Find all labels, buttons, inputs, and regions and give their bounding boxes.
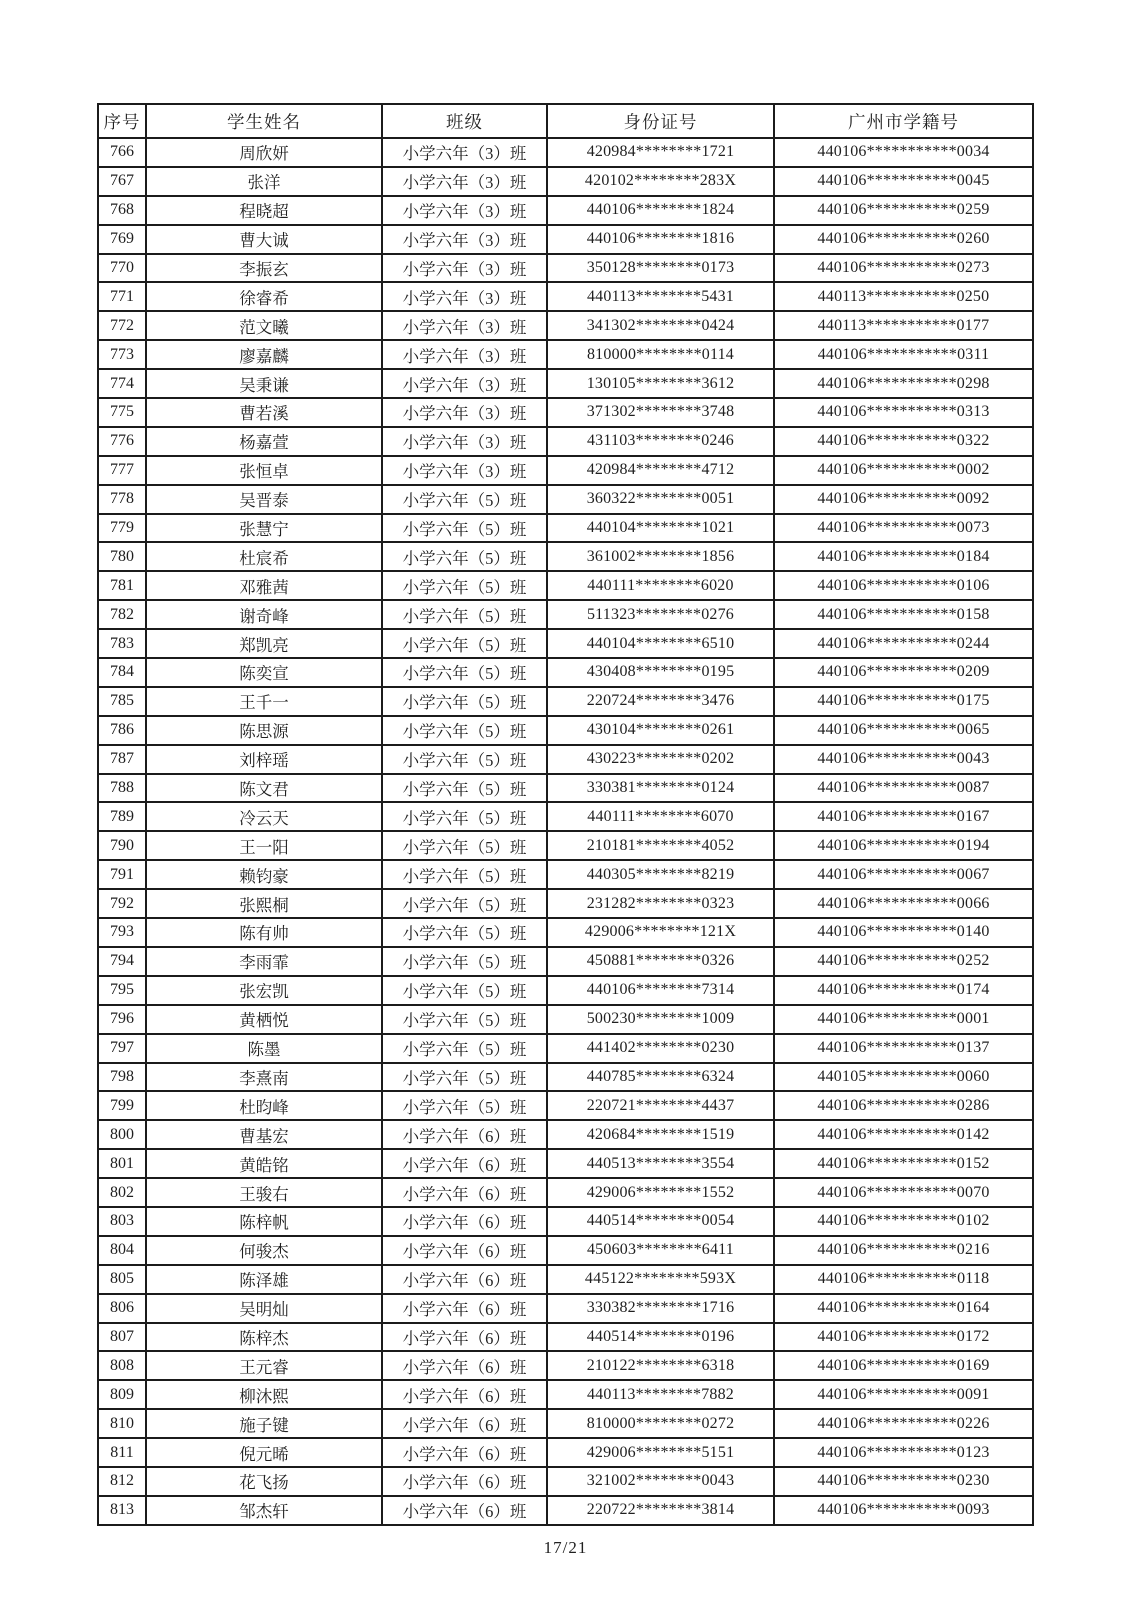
cell-student-name: 何骏杰 — [146, 1236, 382, 1265]
cell-id-number: 440514********0196 — [547, 1323, 774, 1352]
cell-class: 小学六年（6）班 — [382, 1149, 547, 1178]
cell-class: 小学六年（3）班 — [382, 282, 547, 311]
table-row — [98, 1120, 1033, 1149]
table-row — [98, 1496, 1033, 1525]
cell-student-id: 440106***********0001 — [774, 1005, 1033, 1034]
cell-student-name: 倪元晞 — [146, 1438, 382, 1467]
cell-id-number: 445122********593X — [547, 1265, 774, 1294]
cell-class: 小学六年（3）班 — [382, 254, 547, 283]
cell-student-name: 李雨霏 — [146, 947, 382, 976]
table-row — [98, 976, 1033, 1005]
cell-class: 小学六年（6）班 — [382, 1438, 547, 1467]
table-row — [98, 1149, 1033, 1178]
cell-class: 小学六年（6）班 — [382, 1120, 547, 1149]
cell-serial: 796 — [98, 1005, 146, 1034]
cell-id-number: 440785********6324 — [547, 1063, 774, 1092]
cell-student-name: 张洋 — [146, 167, 382, 196]
cell-id-number: 441402********0230 — [547, 1034, 774, 1063]
cell-student-name: 陈梓帆 — [146, 1207, 382, 1236]
cell-id-number: 361002********1856 — [547, 542, 774, 571]
cell-student-id: 440106***********0194 — [774, 831, 1033, 860]
cell-class: 小学六年（6）班 — [382, 1236, 547, 1265]
cell-student-id: 440106***********0070 — [774, 1178, 1033, 1207]
cell-student-name: 吴晋泰 — [146, 485, 382, 514]
cell-serial: 766 — [98, 138, 146, 167]
cell-serial: 801 — [98, 1149, 146, 1178]
table-row — [98, 1380, 1033, 1409]
cell-student-id: 440106***********0175 — [774, 687, 1033, 716]
cell-student-name: 赖钧豪 — [146, 860, 382, 889]
cell-serial: 774 — [98, 369, 146, 398]
cell-id-number: 431103********0246 — [547, 427, 774, 456]
cell-student-id: 440106***********0067 — [774, 860, 1033, 889]
cell-student-id: 440106***********0172 — [774, 1323, 1033, 1352]
cell-id-number: 210122********6318 — [547, 1351, 774, 1380]
cell-class: 小学六年（5）班 — [382, 947, 547, 976]
cell-student-id: 440106***********0092 — [774, 485, 1033, 514]
table-row — [98, 282, 1033, 311]
cell-student-id: 440106***********0226 — [774, 1409, 1033, 1438]
table-row — [98, 1207, 1033, 1236]
cell-student-name: 陈有帅 — [146, 918, 382, 947]
cell-student-id: 440106***********0106 — [774, 571, 1033, 600]
page-number: 17/21 — [543, 1538, 588, 1557]
table-row — [98, 427, 1033, 456]
cell-id-number: 371302********3748 — [547, 398, 774, 427]
table-row — [98, 542, 1033, 571]
col-header-class: 班级 — [382, 104, 547, 138]
cell-id-number: 420984********4712 — [547, 456, 774, 485]
table-row — [98, 774, 1033, 803]
cell-student-id: 440106***********0045 — [774, 167, 1033, 196]
cell-student-id: 440106***********0043 — [774, 745, 1033, 774]
cell-serial: 788 — [98, 774, 146, 803]
cell-student-id: 440106***********0311 — [774, 340, 1033, 369]
cell-class: 小学六年（3）班 — [382, 225, 547, 254]
cell-class: 小学六年（5）班 — [382, 831, 547, 860]
cell-class: 小学六年（5）班 — [382, 745, 547, 774]
cell-student-name: 范文曦 — [146, 311, 382, 340]
table-row — [98, 225, 1033, 254]
cell-serial: 775 — [98, 398, 146, 427]
cell-class: 小学六年（6）班 — [382, 1380, 547, 1409]
cell-class: 小学六年（5）班 — [382, 716, 547, 745]
cell-student-name: 杜宸希 — [146, 542, 382, 571]
cell-serial: 787 — [98, 745, 146, 774]
cell-class: 小学六年（3）班 — [382, 398, 547, 427]
cell-student-id: 440106***********0118 — [774, 1265, 1033, 1294]
table-row — [98, 600, 1033, 629]
table-row — [98, 658, 1033, 687]
cell-serial: 797 — [98, 1034, 146, 1063]
table-row — [98, 398, 1033, 427]
cell-student-id: 440106***********0322 — [774, 427, 1033, 456]
cell-class: 小学六年（6）班 — [382, 1207, 547, 1236]
cell-serial: 789 — [98, 802, 146, 831]
cell-student-id: 440106***********0102 — [774, 1207, 1033, 1236]
cell-student-id: 440106***********0298 — [774, 369, 1033, 398]
cell-serial: 800 — [98, 1120, 146, 1149]
cell-student-id: 440106***********0167 — [774, 802, 1033, 831]
cell-id-number: 220721********4437 — [547, 1091, 774, 1120]
table-row — [98, 947, 1033, 976]
cell-student-id: 440106***********0091 — [774, 1380, 1033, 1409]
cell-id-number: 429006********5151 — [547, 1438, 774, 1467]
cell-id-number: 440106********1816 — [547, 225, 774, 254]
cell-class: 小学六年（5）班 — [382, 976, 547, 1005]
cell-student-id: 440106***********0002 — [774, 456, 1033, 485]
cell-serial: 798 — [98, 1063, 146, 1092]
cell-student-name: 王千一 — [146, 687, 382, 716]
cell-id-number: 440113********7882 — [547, 1380, 774, 1409]
cell-serial: 778 — [98, 485, 146, 514]
cell-id-number: 429006********121X — [547, 918, 774, 947]
cell-serial: 772 — [98, 311, 146, 340]
cell-id-number: 440104********1021 — [547, 514, 774, 543]
cell-class: 小学六年（3）班 — [382, 167, 547, 196]
cell-id-number: 350128********0173 — [547, 254, 774, 283]
cell-class: 小学六年（5）班 — [382, 687, 547, 716]
cell-class: 小学六年（3）班 — [382, 427, 547, 456]
cell-student-id: 440106***********0066 — [774, 889, 1033, 918]
cell-class: 小学六年（5）班 — [382, 514, 547, 543]
cell-id-number: 440111********6020 — [547, 571, 774, 600]
cell-class: 小学六年（6）班 — [382, 1409, 547, 1438]
cell-id-number: 810000********0272 — [547, 1409, 774, 1438]
table-row — [98, 629, 1033, 658]
cell-id-number: 430104********0261 — [547, 716, 774, 745]
cell-student-id: 440106***********0158 — [774, 600, 1033, 629]
cell-class: 小学六年（5）班 — [382, 485, 547, 514]
cell-class: 小学六年（3）班 — [382, 369, 547, 398]
cell-student-id: 440106***********0152 — [774, 1149, 1033, 1178]
cell-serial: 812 — [98, 1467, 146, 1496]
cell-id-number: 420684********1519 — [547, 1120, 774, 1149]
col-header-id-number: 身份证号 — [547, 104, 774, 138]
cell-serial: 782 — [98, 600, 146, 629]
cell-serial: 785 — [98, 687, 146, 716]
cell-student-name: 曹若溪 — [146, 398, 382, 427]
cell-student-id: 440113***********0177 — [774, 311, 1033, 340]
cell-class: 小学六年（5）班 — [382, 889, 547, 918]
col-header-student-name: 学生姓名 — [146, 104, 382, 138]
table-row — [98, 716, 1033, 745]
cell-class: 小学六年（3）班 — [382, 456, 547, 485]
cell-student-id: 440106***********0087 — [774, 774, 1033, 803]
table-row — [98, 1438, 1033, 1467]
col-header-serial: 序号 — [98, 104, 146, 138]
cell-id-number: 360322********0051 — [547, 485, 774, 514]
cell-serial: 813 — [98, 1496, 146, 1525]
table-row — [98, 167, 1033, 196]
cell-id-number: 440104********6510 — [547, 629, 774, 658]
table-row — [98, 1351, 1033, 1380]
table-body — [98, 138, 1033, 1525]
cell-student-id: 440106***********0230 — [774, 1467, 1033, 1496]
cell-id-number: 420102********283X — [547, 167, 774, 196]
cell-id-number: 440513********3554 — [547, 1149, 774, 1178]
cell-serial: 810 — [98, 1409, 146, 1438]
cell-serial: 780 — [98, 542, 146, 571]
cell-id-number: 511323********0276 — [547, 600, 774, 629]
cell-student-id: 440106***********0123 — [774, 1438, 1033, 1467]
cell-id-number: 440113********5431 — [547, 282, 774, 311]
cell-serial: 806 — [98, 1294, 146, 1323]
cell-student-name: 吴明灿 — [146, 1294, 382, 1323]
cell-serial: 770 — [98, 254, 146, 283]
cell-student-id: 440106***********0184 — [774, 542, 1033, 571]
table-row — [98, 571, 1033, 600]
cell-student-name: 廖嘉麟 — [146, 340, 382, 369]
cell-serial: 771 — [98, 282, 146, 311]
table-row — [98, 485, 1033, 514]
cell-student-name: 王元睿 — [146, 1351, 382, 1380]
cell-student-name: 施子键 — [146, 1409, 382, 1438]
cell-student-id: 440106***********0034 — [774, 138, 1033, 167]
cell-student-name: 曹基宏 — [146, 1120, 382, 1149]
cell-class: 小学六年（3）班 — [382, 196, 547, 225]
cell-student-name: 杨嘉萱 — [146, 427, 382, 456]
cell-student-name: 李振玄 — [146, 254, 382, 283]
cell-student-name: 陈墨 — [146, 1034, 382, 1063]
table-row — [98, 1091, 1033, 1120]
cell-serial: 804 — [98, 1236, 146, 1265]
cell-id-number: 220722********3814 — [547, 1496, 774, 1525]
cell-student-id: 440105***********0060 — [774, 1063, 1033, 1092]
cell-student-name: 陈思源 — [146, 716, 382, 745]
cell-serial: 794 — [98, 947, 146, 976]
table-row — [98, 1467, 1033, 1496]
cell-id-number: 210181********4052 — [547, 831, 774, 860]
cell-student-name: 陈奕宣 — [146, 658, 382, 687]
cell-student-id: 440106***********0252 — [774, 947, 1033, 976]
cell-class: 小学六年（5）班 — [382, 1091, 547, 1120]
cell-serial: 793 — [98, 918, 146, 947]
cell-student-name: 张熙桐 — [146, 889, 382, 918]
cell-class: 小学六年（6）班 — [382, 1467, 547, 1496]
cell-student-name: 花飞扬 — [146, 1467, 382, 1496]
cell-student-id: 440106***********0244 — [774, 629, 1033, 658]
cell-student-name: 张恒卓 — [146, 456, 382, 485]
cell-student-name: 吴秉谦 — [146, 369, 382, 398]
table-row — [98, 254, 1033, 283]
cell-class: 小学六年（5）班 — [382, 1034, 547, 1063]
cell-serial: 805 — [98, 1265, 146, 1294]
cell-class: 小学六年（3）班 — [382, 340, 547, 369]
cell-id-number: 440106********1824 — [547, 196, 774, 225]
cell-id-number: 440514********0054 — [547, 1207, 774, 1236]
cell-class: 小学六年（5）班 — [382, 571, 547, 600]
cell-serial: 790 — [98, 831, 146, 860]
cell-student-name: 曹大诚 — [146, 225, 382, 254]
cell-id-number: 330382********1716 — [547, 1294, 774, 1323]
cell-student-name: 王一阳 — [146, 831, 382, 860]
cell-class: 小学六年（5）班 — [382, 629, 547, 658]
cell-class: 小学六年（5）班 — [382, 1063, 547, 1092]
cell-id-number: 220724********3476 — [547, 687, 774, 716]
cell-serial: 781 — [98, 571, 146, 600]
cell-student-id: 440106***********0174 — [774, 976, 1033, 1005]
cell-serial: 807 — [98, 1323, 146, 1352]
cell-id-number: 430408********0195 — [547, 658, 774, 687]
cell-student-id: 440106***********0140 — [774, 918, 1033, 947]
cell-student-name: 张宏凯 — [146, 976, 382, 1005]
table-row — [98, 514, 1033, 543]
table-row — [98, 687, 1033, 716]
cell-serial: 809 — [98, 1380, 146, 1409]
table-row — [98, 340, 1033, 369]
cell-id-number: 450881********0326 — [547, 947, 774, 976]
cell-serial: 792 — [98, 889, 146, 918]
cell-student-id: 440106***********0259 — [774, 196, 1033, 225]
table-row — [98, 831, 1033, 860]
cell-class: 小学六年（6）班 — [382, 1496, 547, 1525]
table-row — [98, 1265, 1033, 1294]
student-roster-table — [97, 103, 1034, 1526]
cell-class: 小学六年（6）班 — [382, 1178, 547, 1207]
table-row — [98, 802, 1033, 831]
cell-serial: 786 — [98, 716, 146, 745]
cell-student-id: 440106***********0216 — [774, 1236, 1033, 1265]
cell-student-id: 440106***********0169 — [774, 1351, 1033, 1380]
cell-student-id: 440106***********0142 — [774, 1120, 1033, 1149]
cell-class: 小学六年（6）班 — [382, 1323, 547, 1352]
cell-class: 小学六年（3）班 — [382, 311, 547, 340]
cell-id-number: 430223********0202 — [547, 745, 774, 774]
cell-class: 小学六年（3）班 — [382, 138, 547, 167]
cell-class: 小学六年（5）班 — [382, 918, 547, 947]
table-header-row — [98, 104, 1033, 138]
table-row — [98, 860, 1033, 889]
cell-class: 小学六年（5）班 — [382, 542, 547, 571]
cell-student-name: 陈泽雄 — [146, 1265, 382, 1294]
cell-student-id: 440106***********0313 — [774, 398, 1033, 427]
cell-student-name: 柳沐熙 — [146, 1380, 382, 1409]
cell-id-number: 440305********8219 — [547, 860, 774, 889]
table-row — [98, 196, 1033, 225]
cell-student-id: 440106***********0286 — [774, 1091, 1033, 1120]
cell-student-id: 440106***********0073 — [774, 514, 1033, 543]
cell-class: 小学六年（5）班 — [382, 860, 547, 889]
table-row — [98, 311, 1033, 340]
cell-student-name: 冷云天 — [146, 802, 382, 831]
cell-id-number: 231282********0323 — [547, 889, 774, 918]
cell-student-name: 徐睿希 — [146, 282, 382, 311]
cell-serial: 768 — [98, 196, 146, 225]
table-row — [98, 1034, 1033, 1063]
cell-student-id: 440106***********0209 — [774, 658, 1033, 687]
cell-serial: 784 — [98, 658, 146, 687]
cell-student-name: 黄皓铭 — [146, 1149, 382, 1178]
table-row — [98, 1294, 1033, 1323]
cell-serial: 779 — [98, 514, 146, 543]
cell-id-number: 440111********6070 — [547, 802, 774, 831]
table-row — [98, 1323, 1033, 1352]
cell-id-number: 500230********1009 — [547, 1005, 774, 1034]
cell-serial: 791 — [98, 860, 146, 889]
cell-student-name: 刘梓瑶 — [146, 745, 382, 774]
cell-student-name: 陈梓杰 — [146, 1323, 382, 1352]
cell-serial: 802 — [98, 1178, 146, 1207]
table-row — [98, 1063, 1033, 1092]
cell-class: 小学六年（6）班 — [382, 1351, 547, 1380]
cell-student-name: 黄栖悦 — [146, 1005, 382, 1034]
cell-class: 小学六年（5）班 — [382, 774, 547, 803]
cell-student-id: 440113***********0250 — [774, 282, 1033, 311]
cell-student-id: 440106***********0137 — [774, 1034, 1033, 1063]
cell-serial: 783 — [98, 629, 146, 658]
table-row — [98, 138, 1033, 167]
cell-student-name: 周欣妍 — [146, 138, 382, 167]
table-row — [98, 889, 1033, 918]
cell-class: 小学六年（6）班 — [382, 1265, 547, 1294]
col-header-guangzhou-student-id: 广州市学籍号 — [774, 104, 1033, 138]
cell-id-number: 450603********6411 — [547, 1236, 774, 1265]
cell-class: 小学六年（5）班 — [382, 600, 547, 629]
cell-student-name: 谢奇峰 — [146, 600, 382, 629]
cell-serial: 811 — [98, 1438, 146, 1467]
table-row — [98, 1409, 1033, 1438]
cell-class: 小学六年（6）班 — [382, 1294, 547, 1323]
table-row — [98, 1178, 1033, 1207]
cell-serial: 795 — [98, 976, 146, 1005]
cell-student-id: 440106***********0093 — [774, 1496, 1033, 1525]
cell-student-id: 440106***********0273 — [774, 254, 1033, 283]
cell-class: 小学六年（5）班 — [382, 802, 547, 831]
cell-serial: 767 — [98, 167, 146, 196]
cell-id-number: 810000********0114 — [547, 340, 774, 369]
cell-id-number: 321002********0043 — [547, 1467, 774, 1496]
cell-student-name: 邓雅茜 — [146, 571, 382, 600]
table-row — [98, 1236, 1033, 1265]
cell-serial: 769 — [98, 225, 146, 254]
cell-student-name: 邹杰轩 — [146, 1496, 382, 1525]
table-row — [98, 1005, 1033, 1034]
cell-id-number: 440106********7314 — [547, 976, 774, 1005]
cell-student-name: 王骏右 — [146, 1178, 382, 1207]
table-row — [98, 918, 1033, 947]
cell-serial: 799 — [98, 1091, 146, 1120]
cell-serial: 808 — [98, 1351, 146, 1380]
cell-id-number: 341302********0424 — [547, 311, 774, 340]
table-row — [98, 369, 1033, 398]
cell-student-id: 440106***********0164 — [774, 1294, 1033, 1323]
table-row — [98, 456, 1033, 485]
cell-id-number: 130105********3612 — [547, 369, 774, 398]
table-row — [98, 745, 1033, 774]
cell-serial: 776 — [98, 427, 146, 456]
cell-student-name: 张慧宁 — [146, 514, 382, 543]
cell-class: 小学六年（5）班 — [382, 1005, 547, 1034]
cell-student-name: 李熹南 — [146, 1063, 382, 1092]
cell-student-id: 440106***********0260 — [774, 225, 1033, 254]
cell-student-name: 郑凯亮 — [146, 629, 382, 658]
cell-serial: 777 — [98, 456, 146, 485]
cell-serial: 773 — [98, 340, 146, 369]
cell-id-number: 420984********1721 — [547, 138, 774, 167]
cell-id-number: 330381********0124 — [547, 774, 774, 803]
cell-student-name: 杜昀峰 — [146, 1091, 382, 1120]
cell-student-name: 陈文君 — [146, 774, 382, 803]
cell-student-name: 程晓超 — [146, 196, 382, 225]
cell-serial: 803 — [98, 1207, 146, 1236]
cell-class: 小学六年（5）班 — [382, 658, 547, 687]
cell-id-number: 429006********1552 — [547, 1178, 774, 1207]
cell-student-id: 440106***********0065 — [774, 716, 1033, 745]
